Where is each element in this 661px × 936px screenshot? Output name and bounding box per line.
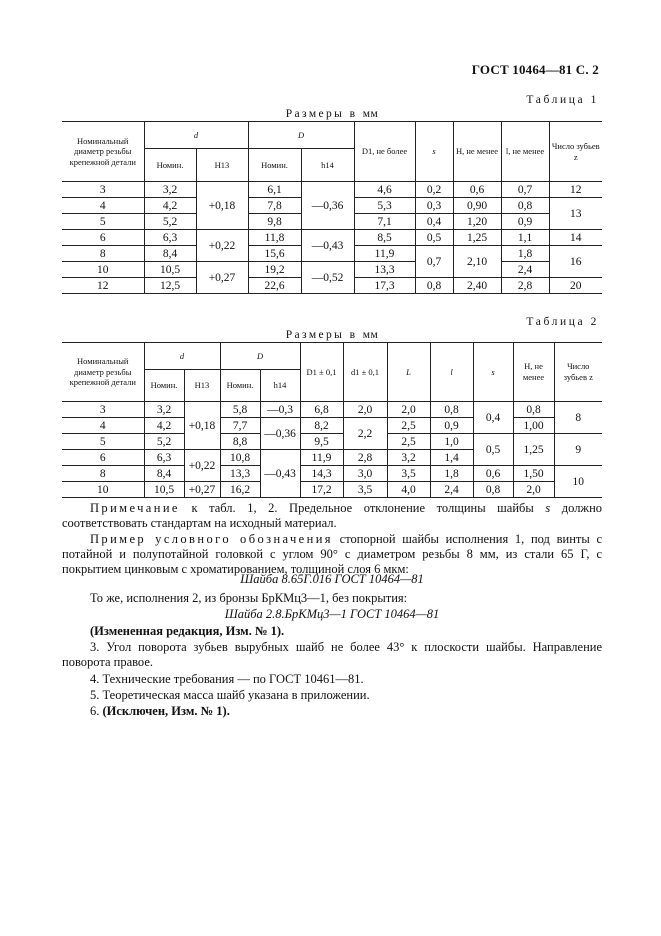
t1-head-d: d bbox=[144, 122, 248, 149]
t2-cell: —0,36 bbox=[260, 418, 300, 450]
t2-cell: 0,8 bbox=[430, 402, 473, 418]
t2-cell: 3,5 bbox=[387, 466, 430, 482]
t2-cell: 13,3 bbox=[220, 466, 260, 482]
t2-cell: +0,18 bbox=[184, 402, 220, 450]
note-s: s bbox=[545, 501, 551, 515]
t1-cell: 10,5 bbox=[144, 262, 196, 278]
item-4: 4. Технические требования — по ГОСТ 10461—81. bbox=[90, 672, 364, 686]
item-3: 3. Угол поворота зубьев вырубных шайб не более 43° к плоскости шайбы. Направление поворота правое. bbox=[62, 640, 602, 669]
t2-cell: 9 bbox=[554, 434, 602, 466]
designation-2: Шайба 2.8.БрКМц3—1 ГОСТ 10464—81 bbox=[224, 607, 440, 621]
item-6-number: 6. bbox=[90, 704, 100, 718]
t1-row bbox=[62, 262, 602, 278]
t2-cell: 10,5 bbox=[144, 482, 184, 498]
t2-cell: 16,2 bbox=[220, 482, 260, 498]
designation-1: Шайба 8.65Г.016 ГОСТ 10464—81 bbox=[240, 572, 424, 586]
t1-cell: 6,1 bbox=[248, 182, 301, 198]
t2-head-d-tol: Н13 bbox=[184, 370, 220, 402]
t1-cell: 0,5 bbox=[415, 230, 453, 246]
t1-row bbox=[62, 182, 602, 198]
t2-cell: 9,5 bbox=[300, 434, 343, 450]
t2-cell: 1,4 bbox=[430, 450, 473, 466]
t1-head-s: s bbox=[415, 122, 453, 182]
t2-head-d-nom: Номин. bbox=[144, 370, 184, 402]
t2-cell: 1,50 bbox=[513, 466, 554, 482]
t2-cell: +0,22 bbox=[184, 450, 220, 482]
t2-cell: 4 bbox=[62, 418, 144, 434]
t1-cell: 1,8 bbox=[501, 246, 549, 262]
t2-cell: —0,43 bbox=[260, 450, 300, 498]
t1-head-l: l, не менее bbox=[501, 122, 549, 182]
t1-cell: 4 bbox=[62, 198, 144, 214]
t2-cell: 2,0 bbox=[513, 482, 554, 498]
example-same: То же, исполнения 2, из бронзы БрКМц3—1, без покрытия: bbox=[90, 591, 408, 605]
t2-head-z: Число зубьев z bbox=[554, 343, 602, 402]
t1-cell: 7,1 bbox=[354, 214, 415, 230]
t2-cell: +0,27 bbox=[184, 482, 220, 498]
t2-cell: 1,25 bbox=[513, 434, 554, 466]
t2-head-d: d bbox=[144, 343, 220, 370]
t1-cell: 12 bbox=[62, 278, 144, 294]
t1-cell: 0,8 bbox=[415, 278, 453, 294]
t2-cell: 5 bbox=[62, 434, 144, 450]
t1-cell: +0,27 bbox=[196, 262, 248, 294]
t1-cell: 4,6 bbox=[354, 182, 415, 198]
t2-cell: 0,6 bbox=[473, 466, 513, 482]
t1-cell: 6,3 bbox=[144, 230, 196, 246]
t1-cell: 8,4 bbox=[144, 246, 196, 262]
t1-cell: —0,52 bbox=[301, 262, 354, 294]
t2-head-l: l bbox=[430, 343, 473, 402]
t1-cell: 14 bbox=[549, 230, 602, 246]
t2-cell: 10,8 bbox=[220, 450, 260, 466]
t2-cell: 3,2 bbox=[387, 450, 430, 466]
note-label: Примечание bbox=[90, 501, 180, 515]
t2-cell: 0,4 bbox=[473, 402, 513, 434]
t2-row bbox=[62, 418, 602, 434]
t1-cell: 3,2 bbox=[144, 182, 196, 198]
t2-cell: 8 bbox=[62, 466, 144, 482]
t2-cell: 1,8 bbox=[430, 466, 473, 482]
item-5: 5. Теоретическая масса шайб указана в приложении. bbox=[90, 688, 370, 702]
t2-cell: 0,8 bbox=[473, 482, 513, 498]
t2-cell: 3,2 bbox=[144, 402, 184, 418]
t2-cell: 6,3 bbox=[144, 450, 184, 466]
note-text2: должно соответствовать стандартам на исходный материал. bbox=[62, 501, 603, 530]
t1-cell: 2,4 bbox=[501, 262, 549, 278]
t1-cell: 17,3 bbox=[354, 278, 415, 294]
t1-cell: 1,25 bbox=[453, 230, 501, 246]
t2-cell: —0,3 bbox=[260, 402, 300, 418]
note-paragraph bbox=[62, 501, 602, 531]
t2-cell: 11,9 bbox=[300, 450, 343, 466]
t2-head-D-tol: h14 bbox=[260, 370, 300, 402]
t2-cell: 1,0 bbox=[430, 434, 473, 450]
t2-cell: 2,5 bbox=[387, 434, 430, 450]
table1-caption: Таблица 1 bbox=[526, 94, 599, 106]
t2-head-D: D bbox=[220, 343, 300, 370]
note-text1: к табл. 1, 2. Предельное отклонение толщины шайбы bbox=[191, 501, 546, 515]
t2-head-D1: D1 ± 0,1 bbox=[300, 343, 343, 402]
t1-cell: 12,5 bbox=[144, 278, 196, 294]
t1-cell: 5,3 bbox=[354, 198, 415, 214]
t2-cell: 6 bbox=[62, 450, 144, 466]
t2-head-H: Н, не менее bbox=[513, 343, 554, 402]
item-6-text: (Исключен, Изм. № 1). bbox=[102, 704, 230, 718]
t2-cell: 2,8 bbox=[343, 450, 387, 466]
t1-cell: 0,3 bbox=[415, 198, 453, 214]
t1-cell: 2,40 bbox=[453, 278, 501, 294]
t1-cell: 6 bbox=[62, 230, 144, 246]
t2-cell: 2,4 bbox=[430, 482, 473, 498]
t2-cell: 8 bbox=[554, 402, 602, 434]
t1-cell: 11,8 bbox=[248, 230, 301, 246]
t1-cell: 10 bbox=[62, 262, 144, 278]
t1-cell: 7,8 bbox=[248, 198, 301, 214]
t1-cell: 0,9 bbox=[501, 214, 549, 230]
edited-note: (Измененная редакция, Изм. № 1). bbox=[90, 624, 285, 638]
t1-cell: 5,2 bbox=[144, 214, 196, 230]
t2-row bbox=[62, 466, 602, 482]
t2-cell: 5,2 bbox=[144, 434, 184, 450]
table2-subtitle-text: Размеры в bbox=[285, 329, 358, 341]
t1-head-nominal: Номинальный диаметр резьбы крепежной детали bbox=[62, 122, 144, 182]
t1-head-D1: D1, не более bbox=[354, 122, 415, 182]
t1-cell: 2,10 bbox=[453, 246, 501, 278]
t2-cell: 4,0 bbox=[387, 482, 430, 498]
t1-head-D-nom: Номин. bbox=[248, 149, 301, 182]
t1-head-d-nom: Номин. bbox=[144, 149, 196, 182]
t1-cell: 8 bbox=[62, 246, 144, 262]
t2-cell: 8,2 bbox=[300, 418, 343, 434]
t1-cell: 4,2 bbox=[144, 198, 196, 214]
t1-cell: 12 bbox=[549, 182, 602, 198]
t2-cell: 8,4 bbox=[144, 466, 184, 482]
t1-cell: 16 bbox=[549, 246, 602, 278]
example-paragraph bbox=[62, 532, 602, 577]
t1-head-d-tol: Н13 bbox=[196, 149, 248, 182]
t1-cell: 8,5 bbox=[354, 230, 415, 246]
t1-cell: 1,20 bbox=[453, 214, 501, 230]
t2-cell: 2,0 bbox=[387, 402, 430, 418]
page-header: ГОСТ 10464—81 С. 2 bbox=[471, 62, 599, 77]
t2-cell: 7,7 bbox=[220, 418, 260, 434]
t2-row bbox=[62, 482, 602, 498]
example-label: Пример условного обозначения bbox=[90, 532, 333, 546]
t2-cell: 10 bbox=[62, 482, 144, 498]
t1-cell: —0,36 bbox=[301, 182, 354, 230]
t1-cell: 1,1 bbox=[501, 230, 549, 246]
t2-cell: 3 bbox=[62, 402, 144, 418]
table-1 bbox=[62, 121, 602, 294]
t1-cell: 0,6 bbox=[453, 182, 501, 198]
t2-cell: 0,8 bbox=[513, 402, 554, 418]
t1-cell: 0,7 bbox=[415, 246, 453, 278]
t1-cell: 0,2 bbox=[415, 182, 453, 198]
t2-cell: 2,5 bbox=[387, 418, 430, 434]
t1-cell: 9,8 bbox=[248, 214, 301, 230]
t2-cell: 17,2 bbox=[300, 482, 343, 498]
t2-cell: 6,8 bbox=[300, 402, 343, 418]
t2-cell: 1,00 bbox=[513, 418, 554, 434]
t1-cell: 22,6 bbox=[248, 278, 301, 294]
table2-caption: Таблица 2 bbox=[526, 316, 599, 328]
t1-cell: 11,9 bbox=[354, 246, 415, 262]
table1-subtitle-unit: мм bbox=[362, 108, 379, 120]
t1-cell: 0,90 bbox=[453, 198, 501, 214]
t2-head-d1: d1 ± 0,1 bbox=[343, 343, 387, 402]
t1-head-D-tol: h14 bbox=[301, 149, 354, 182]
t1-cell: 20 bbox=[549, 278, 602, 294]
t1-cell: 13 bbox=[549, 198, 602, 230]
t2-head-s: s bbox=[473, 343, 513, 402]
t1-cell: +0,22 bbox=[196, 230, 248, 262]
t1-cell: 19,2 bbox=[248, 262, 301, 278]
t1-cell: +0,18 bbox=[196, 182, 248, 230]
example-text: стопорной шайбы исполнения 1, под винты с потайной и полупотайной головкой с углом 90° с диаметром резьбы 8 мм, из стали 65 Г, с покрытием цинковым с хроматированием, толщиной слоя 6 мкм: bbox=[62, 532, 602, 576]
t1-cell: 0,4 bbox=[415, 214, 453, 230]
t1-row bbox=[62, 230, 602, 246]
t1-head-D: D bbox=[248, 122, 354, 149]
t2-cell: 0,9 bbox=[430, 418, 473, 434]
t2-cell: 3,0 bbox=[343, 466, 387, 482]
t2-row bbox=[62, 434, 602, 450]
t2-cell: 5,8 bbox=[220, 402, 260, 418]
t1-cell: 15,6 bbox=[248, 246, 301, 262]
t1-head-z: Число зубьев z bbox=[549, 122, 602, 182]
t2-cell: 4,2 bbox=[144, 418, 184, 434]
t1-cell: 5 bbox=[62, 214, 144, 230]
table2-subtitle bbox=[62, 329, 602, 341]
t2-cell: 14,3 bbox=[300, 466, 343, 482]
t2-cell: 3,5 bbox=[343, 482, 387, 498]
t2-cell: 8,8 bbox=[220, 434, 260, 450]
item-6 bbox=[90, 704, 230, 719]
table1-subtitle bbox=[62, 108, 602, 120]
t1-head-H: Н, не менее bbox=[453, 122, 501, 182]
t1-cell: —0,43 bbox=[301, 230, 354, 262]
t2-cell: 0,5 bbox=[473, 434, 513, 466]
t2-cell: 2,0 bbox=[343, 402, 387, 418]
t1-cell: 2,8 bbox=[501, 278, 549, 294]
table1-subtitle-text: Размеры в bbox=[285, 108, 358, 120]
t2-head-D-nom: Номин. bbox=[220, 370, 260, 402]
t2-head-nominal: Номинальный диаметр резьбы крепежной детали bbox=[62, 343, 144, 402]
t1-cell: 13,3 bbox=[354, 262, 415, 278]
t2-head-L: L bbox=[387, 343, 430, 402]
table2-subtitle-unit: мм bbox=[362, 329, 379, 341]
t2-row bbox=[62, 402, 602, 418]
t2-cell: 2,2 bbox=[343, 418, 387, 450]
table-2 bbox=[62, 342, 602, 498]
t2-cell: 10 bbox=[554, 466, 602, 498]
t1-cell: 0,8 bbox=[501, 198, 549, 214]
t1-cell: 3 bbox=[62, 182, 144, 198]
t1-cell: 0,7 bbox=[501, 182, 549, 198]
